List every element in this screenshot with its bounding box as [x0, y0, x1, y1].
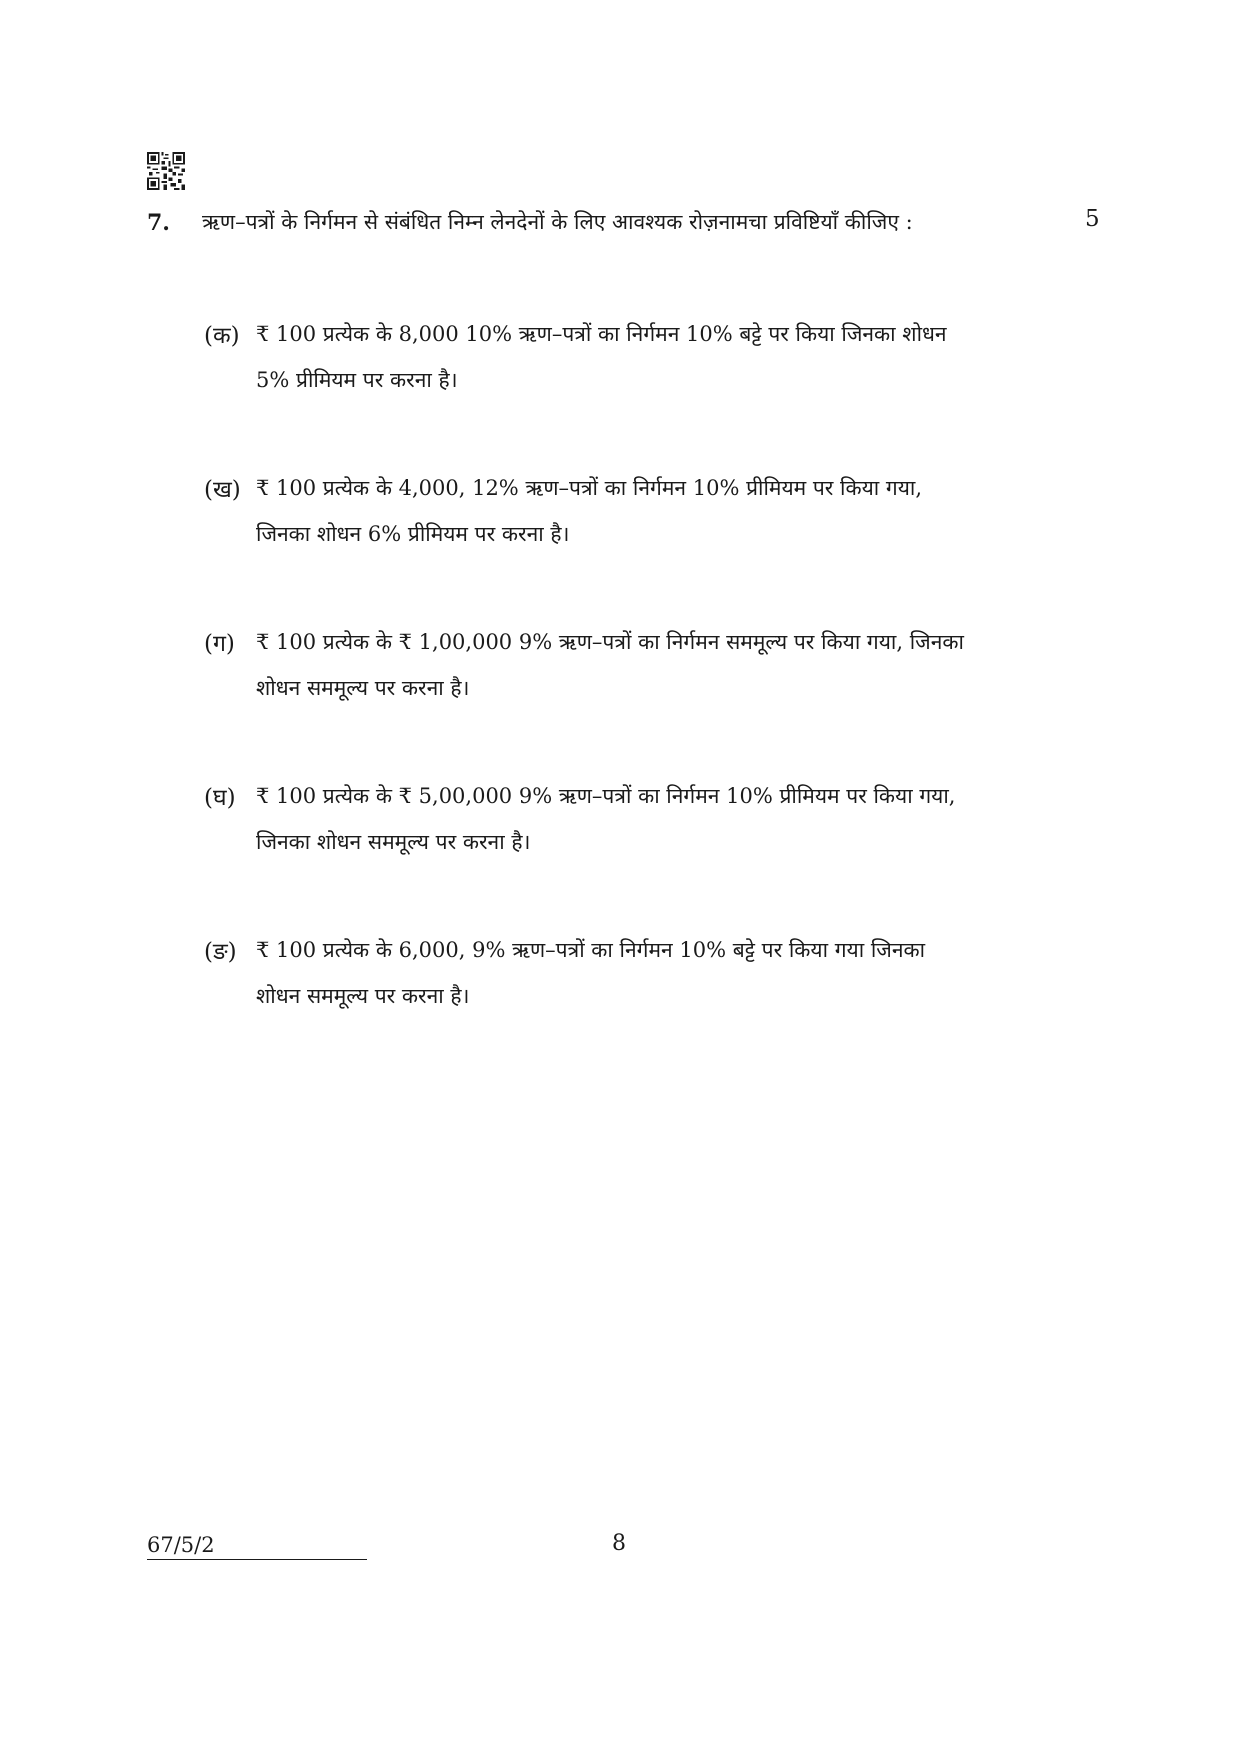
question-marks: 5 [1085, 206, 1100, 232]
sub-question-line: जिनका शोधन 6% प्रीमियम पर करना है। [256, 522, 570, 546]
sub-question-line: ₹ 100 प्रत्येक के 8,000 10% ऋण–पत्रों का निर्गमन 10% बट्टे पर किया जिनका शोधन [256, 322, 947, 346]
sub-question-line: शोधन सममूल्य पर करना है। [256, 984, 470, 1008]
sub-question-label: (ख) [204, 477, 241, 503]
paper-code: 67/5/2 [147, 1533, 367, 1560]
sub-question-line: ₹ 100 प्रत्येक के ₹ 1,00,000 9% ऋण–पत्रों का निर्गमन सममूल्य पर किया गया, जिनका [256, 630, 964, 654]
sub-question-label: (घ) [204, 785, 236, 811]
sub-question-label: (ग) [204, 631, 235, 657]
question-text: ऋण–पत्रों के निर्गमन से संबंधित निम्न लेनदेनों के लिए आवश्यक रोज़नामचा प्रविष्टियाँ कीजिए : [202, 210, 913, 234]
sub-question-line: शोधन सममूल्य पर करना है। [256, 676, 470, 700]
sub-question-line: 5% प्रीमियम पर करना है। [256, 368, 458, 392]
sub-question-label: (ङ) [204, 939, 237, 965]
sub-question-line: जिनका शोधन सममूल्य पर करना है। [256, 830, 531, 854]
page-number: 8 [612, 1531, 626, 1556]
sub-question-line: ₹ 100 प्रत्येक के 6,000, 9% ऋण–पत्रों का निर्गमन 10% बट्टे पर किया गया जिनका [256, 938, 926, 962]
qr-code-icon [147, 152, 185, 190]
sub-question-line: ₹ 100 प्रत्येक के ₹ 5,00,000 9% ऋण–पत्रों का निर्गमन 10% प्रीमियम पर किया गया, [256, 784, 956, 808]
question-number: 7. [147, 210, 170, 236]
sub-question-label: (क) [204, 323, 240, 349]
sub-question-line: ₹ 100 प्रत्येक के 4,000, 12% ऋण–पत्रों का निर्गमन 10% प्रीमियम पर किया गया, [256, 476, 923, 500]
